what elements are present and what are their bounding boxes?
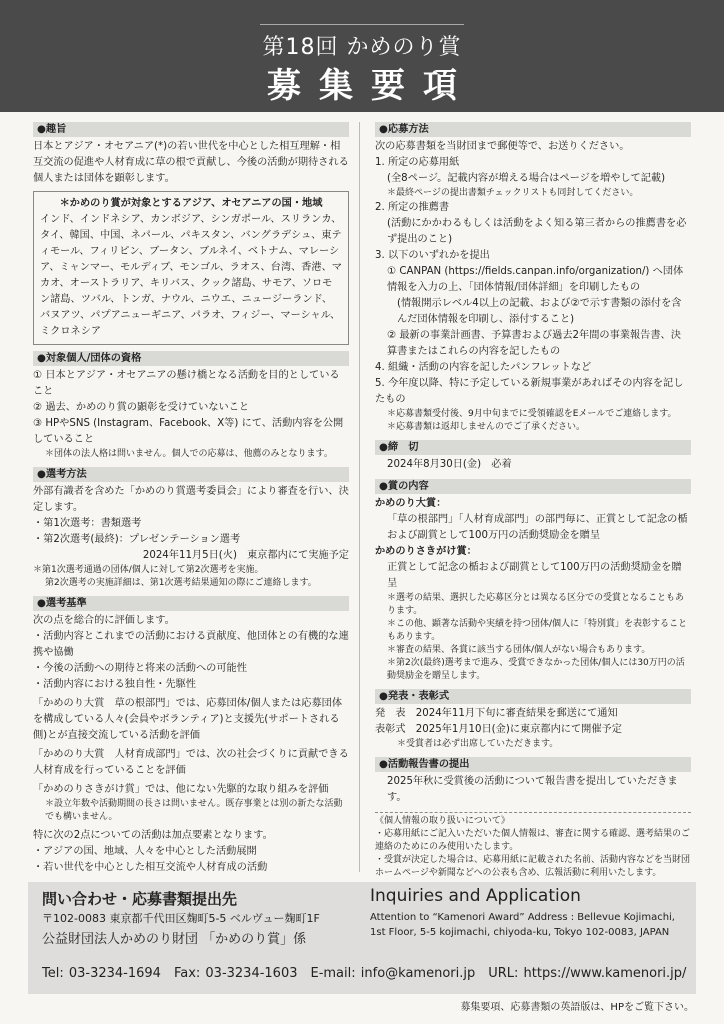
criteria-item: ・活動内容における独自性・先駆性 bbox=[33, 679, 196, 690]
apply-item: 2. 所定の推薦書 bbox=[375, 202, 450, 213]
contact-heading-en: Inquiries and Application bbox=[370, 886, 581, 906]
prize-note: ＊第2次(最終)選考まで進み、受賞できなかった団体/個人には30万円の活動奨励金を贈呈します。 bbox=[387, 658, 685, 681]
prize-note: ＊審査の結果、各賞に該当する団体/個人がない場合もあります。 bbox=[387, 645, 651, 655]
privacy-item: ・応募用紙にご記入いただいた個人情報は、審査に関する確認、選考結果のご連絡のためにのみ使用いたします。 bbox=[375, 829, 691, 852]
privacy-item: ・受賞が決定した場合は、応募用紙に記載された名前、活動内容などを当財団ホームページや新聞などへの公表も含め、広報活動に利用いたします。 bbox=[375, 855, 691, 878]
privacy-section bbox=[375, 812, 691, 880]
contact-heading-jp: 問い合わせ・応募書類提出先 bbox=[42, 890, 238, 908]
apply-note: ＊応募書類受付後、9月中旬までに受領確認をEメールでご連絡します。 bbox=[387, 409, 677, 419]
apply-item: 1. 所定の応募用紙 bbox=[375, 157, 460, 168]
countries-list: インド、インドネシア、カンボジア、シンガポール、スリランカ、タイ、韓国、中国、ネパール、パキスタン、バングラデシュ、東ティモール、フィリピン、ブータン、ブルネイ、ベトナム、マレーシア、ミャンマー、モルディブ、モンゴル、ラオス、台湾、香港、マカオ、オーストラリア、キリバス、クック諸島、サモア、ソロモン諸島、ツバル、トンガ、ナウル、ニウエ、ニュージーランド、バヌアツ、パプアニューギニア、パラオ、フィジー、マーシャル、ミクロネシア bbox=[40, 214, 342, 337]
contact-org-jp: 公益財団法人かめのり財団 「かめのり賞」係 bbox=[42, 932, 307, 947]
criteria-bonus-item: ・アジアの国、地域、人々を中心とした活動展開 bbox=[33, 846, 257, 857]
selection-second: ・第2次選考(最終)：プレゼンテーション選考 bbox=[33, 534, 241, 545]
prize-grand-label: かめのり大賞： bbox=[375, 498, 447, 509]
apply-intro: 次の応募書類を当財団まで郵便等で、お送りください。 bbox=[375, 141, 630, 152]
apply-item-detail: (情報開示レベル4以上の記載、および②で示す書類の添付を含んだ団体情報を印刷し、添付すること) bbox=[397, 298, 682, 325]
apply-item-detail: (全8ページ。記載内容が増える場合はページを増やして記載) bbox=[387, 173, 666, 184]
left-column bbox=[33, 122, 349, 876]
criteria-heading: ●選考基準 bbox=[33, 596, 349, 611]
apply-item-detail: (活動にかかわるもしくは活動をよく知る第三者からの推薦書を必ず提出のこと) bbox=[387, 218, 687, 245]
announce-note: ＊受賞者は必ず出席していただきます。 bbox=[397, 739, 559, 749]
apply-note: ＊応募書類は返却しませんのでご了承ください。 bbox=[387, 422, 586, 432]
contact-tel-line: Tel: 03-3234-1694 Fax: 03-3234-1603 E-mail: info@kamenori.jp URL: https://www.kamenori.jp/ bbox=[42, 966, 687, 981]
purpose-heading: ●趣旨 bbox=[33, 122, 349, 137]
announce-item: 表彰式 2025年1月10日(金)に東京都内にて開催予定 bbox=[375, 724, 622, 735]
apply-item: 4. 組織・活動の内容を記したパンフレットなど bbox=[375, 362, 592, 373]
eligibility-item: ① 日本とアジア・オセアニアの懸け橋となる活動を目的としていること bbox=[33, 370, 340, 397]
prize-heading: ●賞の内容 bbox=[375, 479, 691, 494]
selection-note: 第2次選考の実施詳細は、第1次選考結果通知の際にご連絡します。 bbox=[45, 578, 317, 588]
criteria-grassroots: 「かめのり大賞 草の根部門」では、応募団体/個人または応募団体を構成している人々(会員やボランティア)と支援先(サポートされる側)とが直接交流している活動を評価 bbox=[33, 698, 343, 741]
apply-heading: ●応募方法 bbox=[375, 122, 691, 137]
criteria-item: ・今後の活動への期待と将来の活動への可能性 bbox=[33, 663, 247, 674]
deadline-text: 2024年8月30日(金) 必着 bbox=[387, 459, 512, 470]
apply-item: 5. 今年度以降、特に予定している新規事業があればその内容を記したもの bbox=[375, 378, 684, 405]
eligibility-note: ＊団体の法人格は問いません。個人での応募は、他薦のみとなります。 bbox=[45, 449, 333, 459]
report-heading: ●活動報告書の提出 bbox=[375, 757, 691, 772]
privacy-title: 《個人情報の取り扱いについて》 bbox=[375, 816, 510, 826]
footer-note: 募集要項、応募書類の英語版は、HPをご覧下さい。 bbox=[460, 1002, 694, 1013]
header-title: 募集要項 bbox=[267, 66, 475, 106]
apply-item-detail: ② 最新の事業計画書、予算書および過去2年間の事業報告書、決算書またはこれらの内容を記したもの bbox=[387, 330, 681, 357]
selection-text: 外部有識者を含めた「かめのり賞選考委員会」により審査を行い、決定します。 bbox=[33, 486, 349, 513]
deadline-heading: ●締 切 bbox=[375, 440, 691, 455]
eligibility-item: ③ HPやSNS (Instagram、Facebook、X等) にて、活動内容を公開していること bbox=[33, 418, 344, 445]
right-column bbox=[375, 122, 691, 880]
eligibility-heading: ●対象個人/団体の資格 bbox=[33, 351, 349, 366]
announce-item: 発 表 2024年11月下旬に審査結果を郵送にて通知 bbox=[375, 708, 618, 719]
prize-pioneer-label: かめのりさきがけ賞： bbox=[375, 546, 477, 557]
prize-note: ＊選考の結果、選択した応募区分とは異なる区分での受賞となることもあります。 bbox=[387, 593, 685, 616]
criteria-pioneer: 「かめのりさきがけ賞」では、他にない先駆的な取り組みを評価 bbox=[33, 784, 329, 795]
apply-item-note: ＊最終ページの提出書類チェックリストも同封してください。 bbox=[387, 188, 639, 198]
selection-first: ・第1次選考：書類選考 bbox=[33, 518, 142, 529]
contact-address-en: Attention to “Kamenori Award” Address : Bellevue Kojimachi, 1st Floor, 5-5 kojimachi, chiyoda-ku, Tokyo 102-0083, JAPAN bbox=[370, 912, 675, 938]
selection-heading: ●選考方法 bbox=[33, 467, 349, 482]
apply-item-detail: ① CANPAN (https://fields.canpan.info/organization/) へ団体情報を入力の上、「団体情報/団体詳細」を印刷したもの bbox=[387, 266, 684, 293]
criteria-hr: 「かめのり大賞 人材育成部門」では、次の社会づくりに貢献できる人材育成を行っていることを評価 bbox=[33, 749, 349, 776]
criteria-item: ・活動内容とこれまでの活動における貢献度、他団体との有機的な連携や協働 bbox=[33, 631, 349, 658]
apply-item: 3. 以下のいずれかを提出 bbox=[375, 250, 490, 261]
countries-title: ＊かめのり賞が対象とするアジア、オセアニアの国・地域 bbox=[59, 198, 323, 209]
criteria-intro: 次の点を総合的に評価します。 bbox=[33, 615, 175, 626]
contact-box bbox=[28, 882, 696, 994]
report-text: 2025年秋に受賞後の活動について報告書を提出していただきます。 bbox=[387, 776, 678, 803]
header-rule-top bbox=[260, 24, 464, 25]
purpose-text: 日本とアジア・オセアニア(*)の若い世代を中心とした相互理解・相互交流の促進や人材育成に草の根で貢献し、今後の活動が期待される個人または団体を顕彰します。 bbox=[33, 141, 349, 184]
header-subtitle: 第18回 かめのり賞 bbox=[262, 35, 462, 60]
criteria-pioneer-note: ＊設立年数や活動期間の長さは問いません。既存事業とは別の新たな活動でも構いません。 bbox=[45, 799, 343, 822]
criteria-bonus: 特に次の2点についての活動は加点要素となります。 bbox=[33, 830, 273, 841]
column-divider bbox=[359, 122, 360, 872]
selection-note: ＊第1次選考通過の団体/個人に対して第2次選考を実施。 bbox=[33, 565, 264, 575]
criteria-bonus-item: ・若い世代を中心とした相互交流や人材育成の活動 bbox=[33, 862, 268, 873]
eligibility-item: ② 過去、かめのり賞の顕彰を受けていないこと bbox=[33, 402, 250, 413]
selection-date: 2024年11月5日(火) 東京都内にて実施予定 bbox=[142, 550, 349, 561]
countries-box bbox=[33, 191, 349, 345]
prize-pioneer-text: 正賞として記念の楯および副賞として100万円の活動奨励金を贈呈 bbox=[387, 562, 682, 589]
contact-address-jp: 〒102-0083 東京都千代田区麹町5-5 ベルヴュー麹町1F bbox=[42, 912, 320, 925]
prize-grand-text: 「草の根部門」「人材育成部門」の部門毎に、正賞として記念の楯および副賞として100万円の活動奨励金を贈呈 bbox=[387, 514, 688, 541]
prize-note: ＊この他、顕著な活動や実績を持つ団体/個人に「特別賞」を表彰することもあります。 bbox=[387, 619, 688, 642]
announce-heading: ●発表・表彰式 bbox=[375, 689, 691, 704]
page-header bbox=[0, 0, 724, 112]
